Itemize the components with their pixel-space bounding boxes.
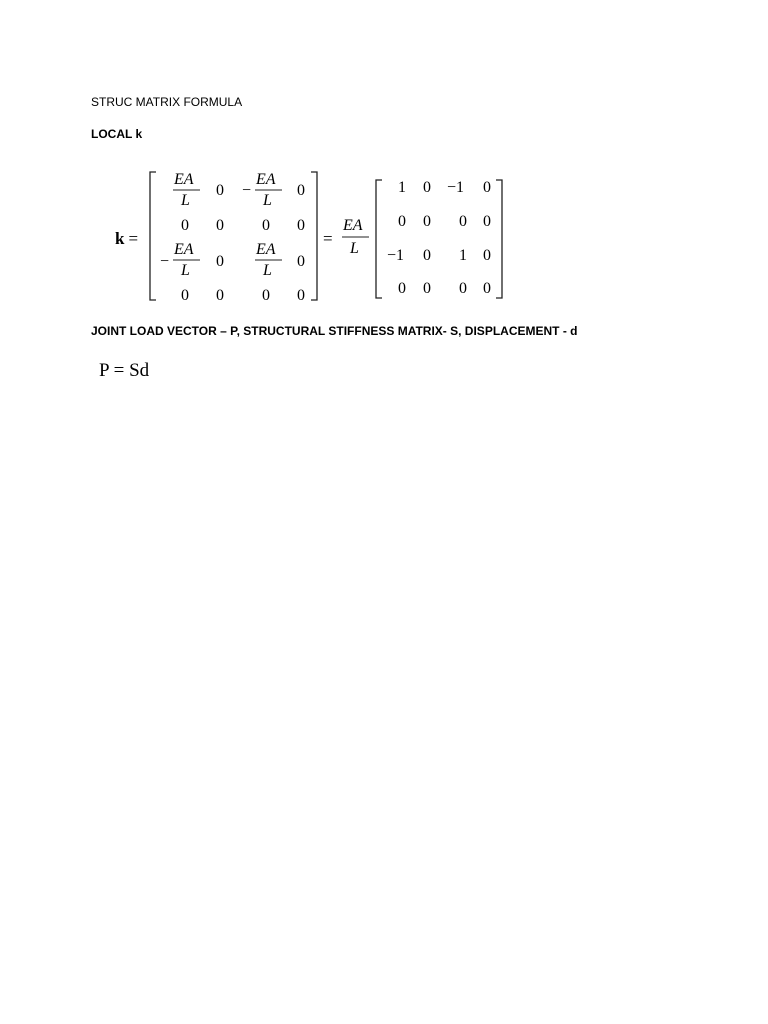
matrix-cell: 0 xyxy=(262,217,270,234)
matrix-cell: 0 xyxy=(423,247,431,264)
symbolic-row-4 xyxy=(181,287,305,304)
frac-numerator: EA xyxy=(256,171,276,188)
symbolic-matrix-right-bracket xyxy=(311,172,317,300)
matrix-cell: 0 xyxy=(297,182,305,199)
numeric-row-4 xyxy=(398,280,491,297)
matrix-cell: 0 xyxy=(483,247,491,264)
matrix-cell: −1 xyxy=(387,247,405,264)
matrix-cell: 1 xyxy=(398,179,406,196)
matrix-cell: 0 xyxy=(216,287,224,304)
matrix-cell: 0 xyxy=(398,280,406,297)
matrix-cell: −1 xyxy=(447,179,465,196)
matrix-cell: 0 xyxy=(459,280,467,297)
matrix-cell: 0 xyxy=(181,217,189,234)
symbolic-row-2 xyxy=(181,217,305,234)
matrix-cell: 0 xyxy=(216,182,224,199)
symbolic-row-1 xyxy=(173,171,305,209)
numeric-row-1 xyxy=(398,179,491,196)
matrix-cell: 0 xyxy=(181,287,189,304)
matrix-cell: 0 xyxy=(216,217,224,234)
frac-denominator: L xyxy=(263,192,272,209)
matrix-cell: 0 xyxy=(216,253,224,270)
frac-denominator: L xyxy=(263,262,272,279)
equals-sign: = xyxy=(323,229,333,248)
coefficient-denominator: L xyxy=(350,240,359,257)
matrix-cell: 1 xyxy=(459,247,467,264)
numeric-matrix-right-bracket xyxy=(496,180,502,298)
numeric-row-3 xyxy=(387,247,491,264)
coefficient-numerator: EA xyxy=(343,217,363,234)
frac-numerator: EA xyxy=(256,241,276,258)
matrix-cell: 0 xyxy=(483,179,491,196)
symbolic-matrix-left-bracket xyxy=(150,172,156,300)
matrix-cell: 0 xyxy=(423,213,431,230)
document-title: STRUC MATRIX FORMULA xyxy=(91,95,243,109)
matrix-cell: 0 xyxy=(297,287,305,304)
matrix-cell: 0 xyxy=(398,213,406,230)
frac-denominator: L xyxy=(181,192,190,209)
definitions-line: JOINT LOAD VECTOR – P, STRUCTURAL STIFFNESS MATRIX- S, DISPLACEMENT - d xyxy=(91,324,578,338)
matrix-cell: 0 xyxy=(297,217,305,234)
numeric-row-2 xyxy=(398,213,491,230)
minus-sign: − xyxy=(242,182,252,199)
matrix-cell: 0 xyxy=(262,287,270,304)
frac-numerator: EA xyxy=(174,171,194,188)
local-k-equation xyxy=(0,160,768,310)
matrix-cell: 0 xyxy=(483,213,491,230)
equation-p-equals-sd: P = Sd xyxy=(99,360,150,381)
lhs-k-equals: k = xyxy=(115,229,139,248)
matrix-cell: 0 xyxy=(423,280,431,297)
matrix-cell: 0 xyxy=(483,280,491,297)
matrix-cell: 0 xyxy=(459,213,467,230)
numeric-matrix-left-bracket xyxy=(376,180,382,298)
minus-sign: − xyxy=(160,253,170,270)
symbolic-row-3 xyxy=(160,241,305,279)
matrix-cell: 0 xyxy=(423,179,431,196)
frac-numerator: EA xyxy=(174,241,194,258)
matrix-cell: 0 xyxy=(297,253,305,270)
section-label-local-k: LOCAL k xyxy=(91,127,143,141)
frac-denominator: L xyxy=(181,262,190,279)
